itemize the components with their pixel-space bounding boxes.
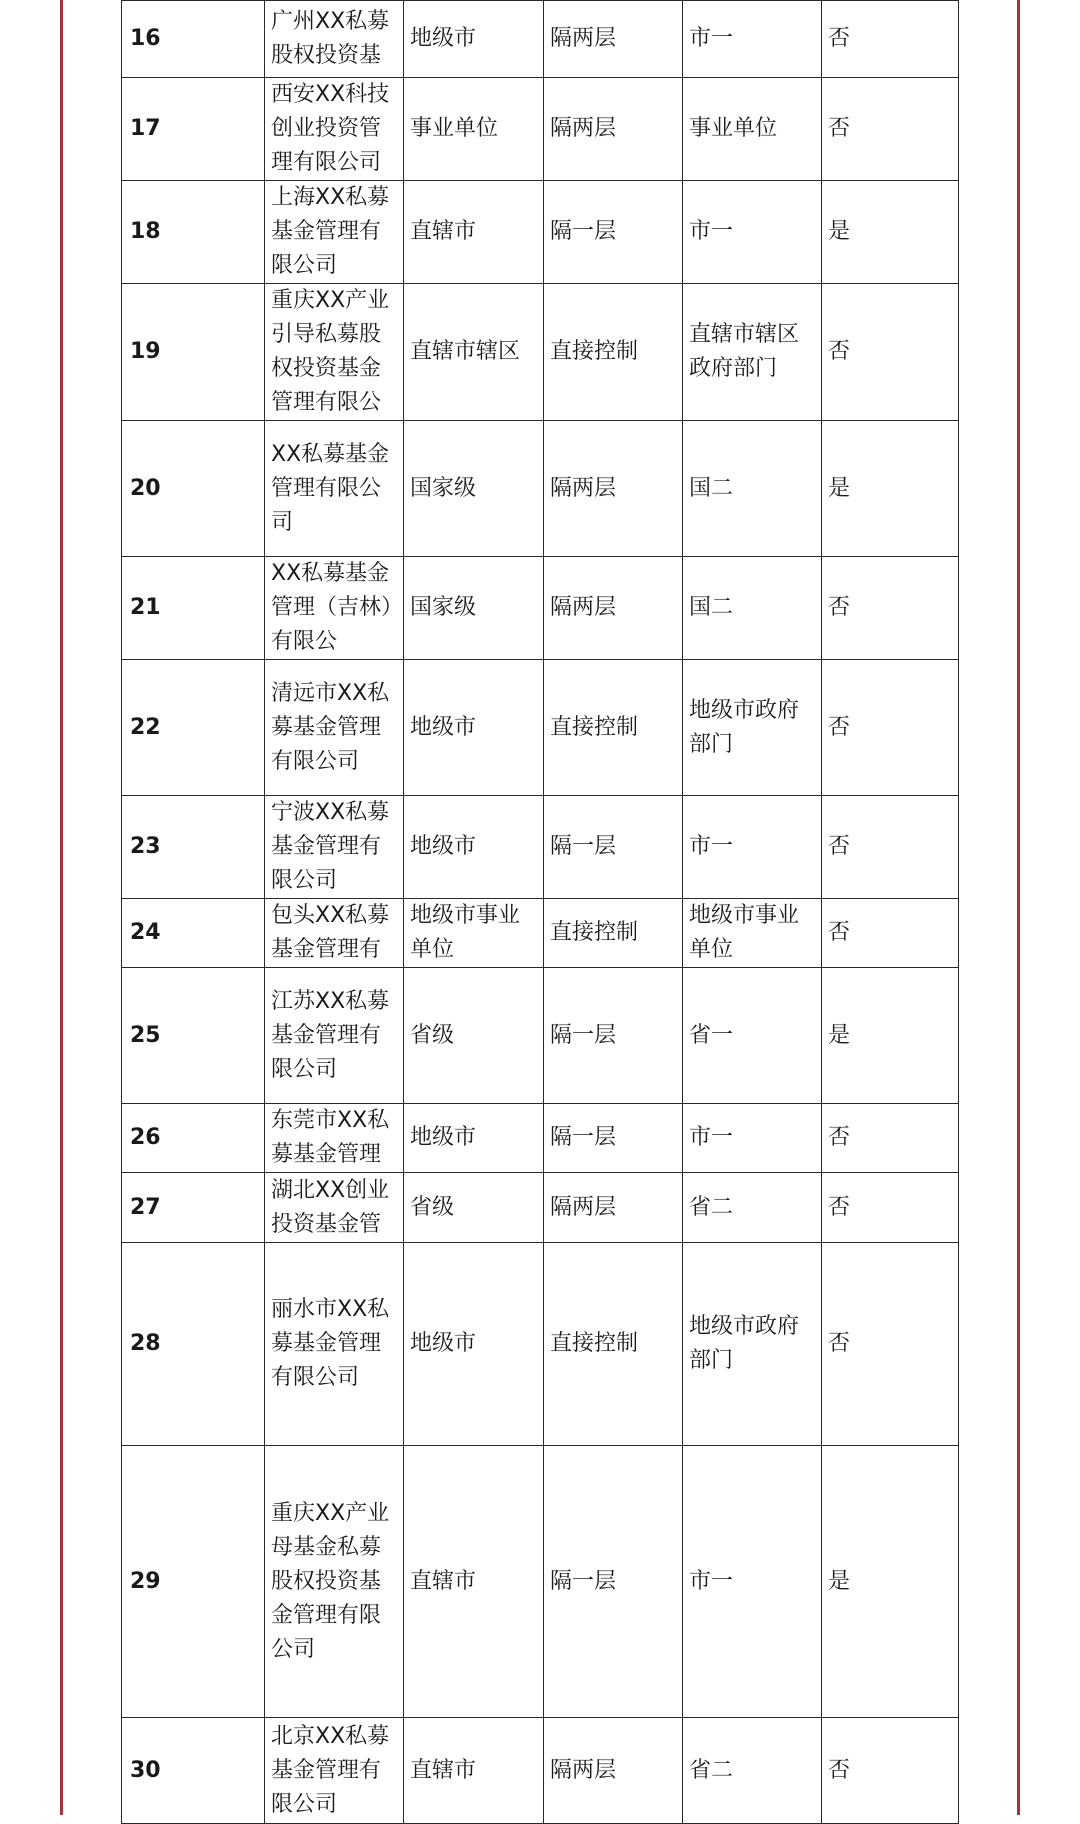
control-cell: 隔两层 (544, 1718, 683, 1824)
controller-cell: 市一 (683, 1, 822, 78)
table-row (122, 1243, 959, 1446)
company-name: XX私募基金管理（吉林）有限公 (265, 557, 404, 660)
level-cell: 事业单位 (404, 78, 544, 181)
level-cell: 地级市事业单位 (404, 899, 544, 968)
controller-cell: 地级市事业单位 (683, 899, 822, 968)
controller-cell: 事业单位 (683, 78, 822, 181)
flag-cell: 是 (822, 421, 959, 557)
controller-cell: 市一 (683, 1104, 822, 1173)
control-cell: 隔一层 (544, 181, 683, 284)
control-cell: 直接控制 (544, 660, 683, 796)
right-border-line (1017, 0, 1020, 1815)
controller-cell: 市一 (683, 1446, 822, 1718)
table-row (122, 557, 959, 660)
level-cell: 地级市 (404, 1, 544, 78)
table-row (122, 1104, 959, 1173)
table-row (122, 421, 959, 557)
row-number: 22 (122, 660, 265, 796)
row-number: 21 (122, 557, 265, 660)
controller-cell: 直辖市辖区政府部门 (683, 284, 822, 421)
row-number: 27 (122, 1173, 265, 1243)
level-cell: 地级市 (404, 796, 544, 899)
controller-cell: 省二 (683, 1173, 822, 1243)
control-cell: 隔两层 (544, 421, 683, 557)
company-name: 东莞市XX私募基金管理 (265, 1104, 404, 1173)
company-name: 宁波XX私募基金管理有限公司 (265, 796, 404, 899)
table-row (122, 78, 959, 181)
left-border-line (60, 0, 63, 1815)
flag-cell: 否 (822, 1, 959, 78)
controller-cell: 国二 (683, 557, 822, 660)
company-name: 江苏XX私募基金管理有限公司 (265, 968, 404, 1104)
control-cell: 隔一层 (544, 1446, 683, 1718)
table-row (122, 284, 959, 421)
company-name: 清远市XX私募基金管理有限公司 (265, 660, 404, 796)
flag-cell: 是 (822, 181, 959, 284)
row-number: 26 (122, 1104, 265, 1173)
control-cell: 直接控制 (544, 899, 683, 968)
level-cell: 国家级 (404, 421, 544, 557)
company-name: 重庆XX产业母基金私募股权投资基金管理有限公司 (265, 1446, 404, 1718)
table-row (122, 181, 959, 284)
control-cell: 隔一层 (544, 968, 683, 1104)
company-name: XX私募基金管理有限公司 (265, 421, 404, 557)
level-cell: 省级 (404, 968, 544, 1104)
company-name: 北京XX私募基金管理有限公司 (265, 1718, 404, 1824)
flag-cell: 否 (822, 1243, 959, 1446)
controller-cell: 市一 (683, 181, 822, 284)
level-cell: 国家级 (404, 557, 544, 660)
table-row (122, 968, 959, 1104)
company-name: 重庆XX产业引导私募股权投资基金管理有限公 (265, 284, 404, 421)
flag-cell: 否 (822, 78, 959, 181)
flag-cell: 否 (822, 899, 959, 968)
fund-manager-table (121, 0, 959, 1824)
controller-cell: 省一 (683, 968, 822, 1104)
control-cell: 隔两层 (544, 1173, 683, 1243)
controller-cell: 国二 (683, 421, 822, 557)
level-cell: 直辖市 (404, 181, 544, 284)
controller-cell: 省二 (683, 1718, 822, 1824)
table-row (122, 1446, 959, 1718)
level-cell: 直辖市 (404, 1718, 544, 1824)
row-number: 28 (122, 1243, 265, 1446)
row-number: 30 (122, 1718, 265, 1824)
table-row (122, 899, 959, 968)
row-number: 18 (122, 181, 265, 284)
row-number: 29 (122, 1446, 265, 1718)
control-cell: 隔一层 (544, 1104, 683, 1173)
row-number: 23 (122, 796, 265, 899)
flag-cell: 否 (822, 284, 959, 421)
level-cell: 直辖市 (404, 1446, 544, 1718)
row-number: 20 (122, 421, 265, 557)
control-cell: 直接控制 (544, 1243, 683, 1446)
table-row (122, 796, 959, 899)
company-name: 上海XX私募基金管理有限公司 (265, 181, 404, 284)
level-cell: 省级 (404, 1173, 544, 1243)
table-row (122, 1173, 959, 1243)
flag-cell: 是 (822, 968, 959, 1104)
flag-cell: 否 (822, 796, 959, 899)
row-number: 25 (122, 968, 265, 1104)
row-number: 24 (122, 899, 265, 968)
company-name: 广州XX私募股权投资基 (265, 1, 404, 78)
row-number: 19 (122, 284, 265, 421)
control-cell: 隔一层 (544, 796, 683, 899)
table-row (122, 1, 959, 78)
level-cell: 地级市 (404, 1104, 544, 1173)
company-name: 湖北XX创业投资基金管 (265, 1173, 404, 1243)
control-cell: 隔两层 (544, 1, 683, 78)
control-cell: 直接控制 (544, 284, 683, 421)
table-row (122, 660, 959, 796)
flag-cell: 否 (822, 660, 959, 796)
flag-cell: 否 (822, 1718, 959, 1824)
table-row (122, 1718, 959, 1824)
flag-cell: 否 (822, 1104, 959, 1173)
flag-cell: 否 (822, 557, 959, 660)
flag-cell: 否 (822, 1173, 959, 1243)
level-cell: 地级市 (404, 660, 544, 796)
company-name: 丽水市XX私募基金管理有限公司 (265, 1243, 404, 1446)
flag-cell: 是 (822, 1446, 959, 1718)
controller-cell: 地级市政府部门 (683, 1243, 822, 1446)
row-number: 16 (122, 1, 265, 78)
control-cell: 隔两层 (544, 557, 683, 660)
controller-cell: 市一 (683, 796, 822, 899)
company-name: 包头XX私募基金管理有 (265, 899, 404, 968)
controller-cell: 地级市政府部门 (683, 660, 822, 796)
company-name: 西安XX科技创业投资管理有限公司 (265, 78, 404, 181)
level-cell: 直辖市辖区 (404, 284, 544, 421)
level-cell: 地级市 (404, 1243, 544, 1446)
row-number: 17 (122, 78, 265, 181)
control-cell: 隔两层 (544, 78, 683, 181)
